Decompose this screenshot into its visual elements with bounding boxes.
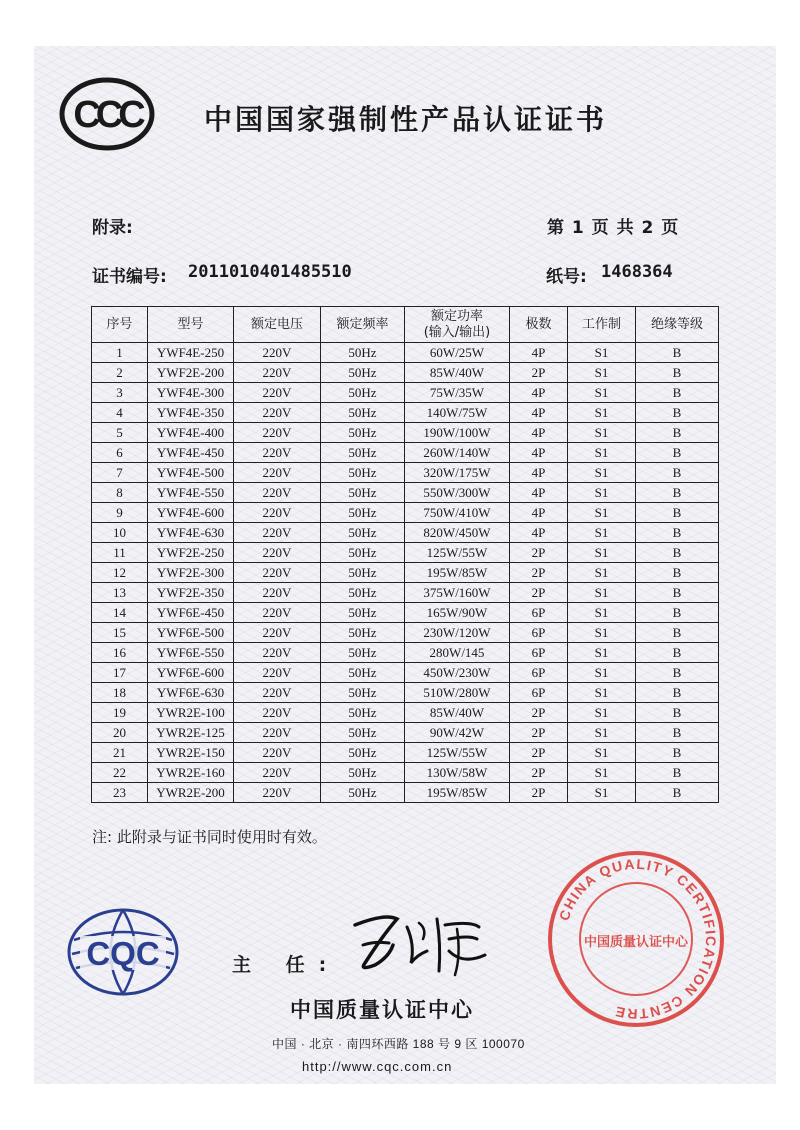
header-duty: 工作制: [568, 307, 636, 343]
table-row: [92, 463, 719, 483]
cell-frequency: 50Hz: [321, 663, 405, 683]
cell-model: YWR2E-150: [148, 743, 234, 763]
cell-frequency: 50Hz: [321, 623, 405, 643]
cell-model: YWF4E-600: [148, 503, 234, 523]
cell-model: YWF6E-450: [148, 603, 234, 623]
cell-power: 195W/85W: [405, 783, 510, 803]
cell-insulation: B: [636, 603, 719, 623]
cell-insulation: B: [636, 703, 719, 723]
cell-duty: S1: [568, 663, 636, 683]
cell-poles: 6P: [510, 623, 568, 643]
cell-frequency: 50Hz: [321, 643, 405, 663]
cell-poles: 4P: [510, 343, 568, 363]
cell-insulation: B: [636, 403, 719, 423]
cell-power: 260W/140W: [405, 443, 510, 463]
cell-insulation: B: [636, 503, 719, 523]
cell-duty: S1: [568, 503, 636, 523]
cell-poles: 2P: [510, 563, 568, 583]
director-label: 主 任:: [232, 954, 341, 976]
cell-model: YWF4E-350: [148, 403, 234, 423]
cell-index: 18: [92, 683, 148, 703]
cell-index: 4: [92, 403, 148, 423]
cell-voltage: 220V: [234, 443, 321, 463]
cell-poles: 4P: [510, 463, 568, 483]
cell-poles: 2P: [510, 783, 568, 803]
cell-poles: 2P: [510, 363, 568, 383]
cell-voltage: 220V: [234, 463, 321, 483]
cell-poles: 2P: [510, 723, 568, 743]
cell-power: 140W/75W: [405, 403, 510, 423]
table-row: [92, 523, 719, 543]
validity-note: 注: 此附录与证书同时使用时有效。: [92, 828, 327, 846]
table-row: [92, 763, 719, 783]
cell-model: YWF4E-300: [148, 383, 234, 403]
cell-index: 21: [92, 743, 148, 763]
table-row: [92, 543, 719, 563]
cell-insulation: B: [636, 643, 719, 663]
cell-voltage: 220V: [234, 343, 321, 363]
cell-duty: S1: [568, 483, 636, 503]
cell-power: 85W/40W: [405, 703, 510, 723]
table-row: [92, 343, 719, 363]
cell-index: 14: [92, 603, 148, 623]
cell-power: 510W/280W: [405, 683, 510, 703]
cell-duty: S1: [568, 343, 636, 363]
cell-frequency: 50Hz: [321, 483, 405, 503]
cell-voltage: 220V: [234, 703, 321, 723]
cell-power: 75W/35W: [405, 383, 510, 403]
cell-voltage: 220V: [234, 723, 321, 743]
cell-poles: 4P: [510, 483, 568, 503]
cell-power: 550W/300W: [405, 483, 510, 503]
cell-insulation: B: [636, 563, 719, 583]
cell-frequency: 50Hz: [321, 743, 405, 763]
cert-no-label: 证书编号:: [92, 267, 167, 287]
cell-index: 8: [92, 483, 148, 503]
header-insulation: 绝缘等级: [636, 307, 719, 343]
cell-duty: S1: [568, 463, 636, 483]
cell-duty: S1: [568, 703, 636, 723]
cell-insulation: B: [636, 523, 719, 543]
cell-power: 85W/40W: [405, 363, 510, 383]
cell-model: YWF6E-550: [148, 643, 234, 663]
cell-duty: S1: [568, 523, 636, 543]
cell-poles: 4P: [510, 423, 568, 443]
cell-frequency: 50Hz: [321, 503, 405, 523]
cell-model: YWR2E-160: [148, 763, 234, 783]
cert-no: 2011010401485510: [188, 262, 352, 282]
cell-power: 195W/85W: [405, 563, 510, 583]
cell-poles: 6P: [510, 663, 568, 683]
cell-index: 13: [92, 583, 148, 603]
ccc-logo-icon: [58, 76, 156, 152]
cell-duty: S1: [568, 683, 636, 703]
cell-duty: S1: [568, 443, 636, 463]
cell-voltage: 220V: [234, 663, 321, 683]
cell-model: YWR2E-200: [148, 783, 234, 803]
table-row: [92, 363, 719, 383]
cell-duty: S1: [568, 643, 636, 663]
cell-insulation: B: [636, 723, 719, 743]
cell-duty: S1: [568, 583, 636, 603]
table-row: [92, 503, 719, 523]
cell-model: YWF2E-200: [148, 363, 234, 383]
cell-poles: 4P: [510, 383, 568, 403]
cell-power: 375W/160W: [405, 583, 510, 603]
paper-no: 1468364: [601, 262, 673, 282]
org-address: 中国 · 北京 · 南四环西路 188 号 9 区 100070: [272, 1037, 525, 1051]
cell-insulation: B: [636, 783, 719, 803]
cell-voltage: 220V: [234, 483, 321, 503]
cell-voltage: 220V: [234, 383, 321, 403]
cell-index: 17: [92, 663, 148, 683]
cell-voltage: 220V: [234, 783, 321, 803]
header-model: 型号: [148, 307, 234, 343]
cell-poles: 6P: [510, 603, 568, 623]
cell-power: 280W/145: [405, 643, 510, 663]
table-row: [92, 663, 719, 683]
cell-model: YWF4E-500: [148, 463, 234, 483]
cell-frequency: 50Hz: [321, 443, 405, 463]
cell-power: 450W/230W: [405, 663, 510, 683]
cell-voltage: 220V: [234, 763, 321, 783]
cell-voltage: 220V: [234, 643, 321, 663]
seal-outer-text: CHINA QUALITY CERTIFICATION CENTRE: [555, 855, 720, 1023]
cell-model: YWF4E-250: [148, 343, 234, 363]
appendix-label: 附录:: [92, 218, 133, 238]
cell-frequency: 50Hz: [321, 783, 405, 803]
page-info: 第 1 页 共 2 页: [547, 218, 680, 238]
cell-model: YWF6E-600: [148, 663, 234, 683]
table-row: [92, 743, 719, 763]
cell-frequency: 50Hz: [321, 363, 405, 383]
cell-voltage: 220V: [234, 603, 321, 623]
cell-insulation: B: [636, 443, 719, 463]
table-row: [92, 723, 719, 743]
cell-index: 23: [92, 783, 148, 803]
cell-insulation: B: [636, 583, 719, 603]
cell-index: 19: [92, 703, 148, 723]
cell-poles: 2P: [510, 763, 568, 783]
table-header-row: [92, 307, 719, 343]
cell-voltage: 220V: [234, 403, 321, 423]
cell-model: YWF4E-400: [148, 423, 234, 443]
header-voltage: 额定电压: [234, 307, 321, 343]
cell-power: 90W/42W: [405, 723, 510, 743]
cell-poles: 4P: [510, 443, 568, 463]
cell-power: 130W/58W: [405, 763, 510, 783]
table-row: [92, 403, 719, 423]
table-row: [92, 683, 719, 703]
cell-model: YWF2E-250: [148, 543, 234, 563]
cell-index: 9: [92, 503, 148, 523]
cell-frequency: 50Hz: [321, 403, 405, 423]
ccc-logo-text: CCC: [73, 94, 141, 136]
org-url: http://www.cqc.com.cn: [302, 1059, 453, 1074]
cell-insulation: B: [636, 663, 719, 683]
cell-index: 22: [92, 763, 148, 783]
model-table: [91, 306, 719, 803]
cell-insulation: B: [636, 463, 719, 483]
cell-poles: 6P: [510, 643, 568, 663]
cell-poles: 4P: [510, 523, 568, 543]
cell-poles: 2P: [510, 583, 568, 603]
cell-index: 2: [92, 363, 148, 383]
cell-model: YWF4E-450: [148, 443, 234, 463]
cell-model: YWF4E-550: [148, 483, 234, 503]
certificate-title: 中国国家强制性产品认证证书: [204, 103, 608, 136]
table-body: [92, 343, 719, 803]
cell-frequency: 50Hz: [321, 763, 405, 783]
cell-index: 3: [92, 383, 148, 403]
table-row: [92, 703, 719, 723]
cell-model: YWF2E-350: [148, 583, 234, 603]
cell-poles: 2P: [510, 543, 568, 563]
cell-power: 750W/410W: [405, 503, 510, 523]
cell-duty: S1: [568, 423, 636, 443]
cell-poles: 6P: [510, 683, 568, 703]
table-row: [92, 603, 719, 623]
cell-index: 12: [92, 563, 148, 583]
cell-frequency: 50Hz: [321, 423, 405, 443]
cell-duty: S1: [568, 743, 636, 763]
paper-no-label: 纸号:: [546, 267, 587, 287]
cell-power: 125W/55W: [405, 743, 510, 763]
cell-index: 7: [92, 463, 148, 483]
cell-frequency: 50Hz: [321, 563, 405, 583]
cell-index: 16: [92, 643, 148, 663]
cell-frequency: 50Hz: [321, 723, 405, 743]
cell-duty: S1: [568, 763, 636, 783]
table-row: [92, 563, 719, 583]
cqc-logo-text: CQC: [86, 935, 160, 972]
header-frequency: 额定频率: [321, 307, 405, 343]
cell-power: 165W/90W: [405, 603, 510, 623]
header-index: 序号: [92, 307, 148, 343]
cell-frequency: 50Hz: [321, 383, 405, 403]
cell-power: 60W/25W: [405, 343, 510, 363]
cell-model: YWF6E-500: [148, 623, 234, 643]
cell-power: 320W/175W: [405, 463, 510, 483]
cqc-logo-icon: [64, 904, 182, 1000]
cell-power: 820W/450W: [405, 523, 510, 543]
cell-model: YWF6E-630: [148, 683, 234, 703]
cell-voltage: 220V: [234, 683, 321, 703]
cell-voltage: 220V: [234, 363, 321, 383]
cell-frequency: 50Hz: [321, 683, 405, 703]
cell-insulation: B: [636, 343, 719, 363]
signature-icon: [345, 905, 495, 985]
cell-power: 230W/120W: [405, 623, 510, 643]
cell-insulation: B: [636, 743, 719, 763]
table-row: [92, 783, 719, 803]
cell-voltage: 220V: [234, 503, 321, 523]
table-row: [92, 643, 719, 663]
cell-power: 190W/100W: [405, 423, 510, 443]
table-row: [92, 423, 719, 443]
cell-index: 6: [92, 443, 148, 463]
cell-insulation: B: [636, 543, 719, 563]
cell-index: 20: [92, 723, 148, 743]
cell-frequency: 50Hz: [321, 703, 405, 723]
cell-model: YWR2E-125: [148, 723, 234, 743]
table-row: [92, 443, 719, 463]
cell-duty: S1: [568, 403, 636, 423]
cell-model: YWF2E-300: [148, 563, 234, 583]
cell-voltage: 220V: [234, 743, 321, 763]
cell-poles: 2P: [510, 703, 568, 723]
cell-insulation: B: [636, 363, 719, 383]
cell-frequency: 50Hz: [321, 583, 405, 603]
table-row: [92, 383, 719, 403]
cell-duty: S1: [568, 563, 636, 583]
cell-frequency: 50Hz: [321, 603, 405, 623]
cell-duty: S1: [568, 543, 636, 563]
cell-duty: S1: [568, 723, 636, 743]
cell-insulation: B: [636, 763, 719, 783]
cell-frequency: 50Hz: [321, 543, 405, 563]
cell-duty: S1: [568, 603, 636, 623]
header-poles: 极数: [510, 307, 568, 343]
cell-poles: 4P: [510, 503, 568, 523]
cell-index: 10: [92, 523, 148, 543]
cell-voltage: 220V: [234, 583, 321, 603]
cell-voltage: 220V: [234, 423, 321, 443]
cell-model: YWF4E-630: [148, 523, 234, 543]
seal-inner-text: 中国质量认证中心: [583, 935, 689, 950]
table-row: [92, 623, 719, 643]
header-power: 额定功率 (输入/输出): [405, 307, 510, 343]
cell-insulation: B: [636, 483, 719, 503]
cell-duty: S1: [568, 783, 636, 803]
table-row: [92, 483, 719, 503]
cell-frequency: 50Hz: [321, 463, 405, 483]
cell-power: 125W/55W: [405, 543, 510, 563]
cell-insulation: B: [636, 383, 719, 403]
cell-duty: S1: [568, 623, 636, 643]
cell-insulation: B: [636, 423, 719, 443]
org-name: 中国质量认证中心: [290, 998, 474, 1022]
cell-duty: S1: [568, 363, 636, 383]
cell-insulation: B: [636, 623, 719, 643]
cell-poles: 4P: [510, 403, 568, 423]
cell-voltage: 220V: [234, 543, 321, 563]
table-row: [92, 583, 719, 603]
cell-index: 11: [92, 543, 148, 563]
cell-voltage: 220V: [234, 623, 321, 643]
cell-index: 1: [92, 343, 148, 363]
cell-poles: 2P: [510, 743, 568, 763]
cell-frequency: 50Hz: [321, 523, 405, 543]
cell-voltage: 220V: [234, 523, 321, 543]
cell-index: 15: [92, 623, 148, 643]
cell-model: YWR2E-100: [148, 703, 234, 723]
cell-insulation: B: [636, 683, 719, 703]
cell-index: 5: [92, 423, 148, 443]
cell-frequency: 50Hz: [321, 343, 405, 363]
official-seal-icon: [545, 848, 727, 1030]
cell-voltage: 220V: [234, 563, 321, 583]
cell-duty: S1: [568, 383, 636, 403]
